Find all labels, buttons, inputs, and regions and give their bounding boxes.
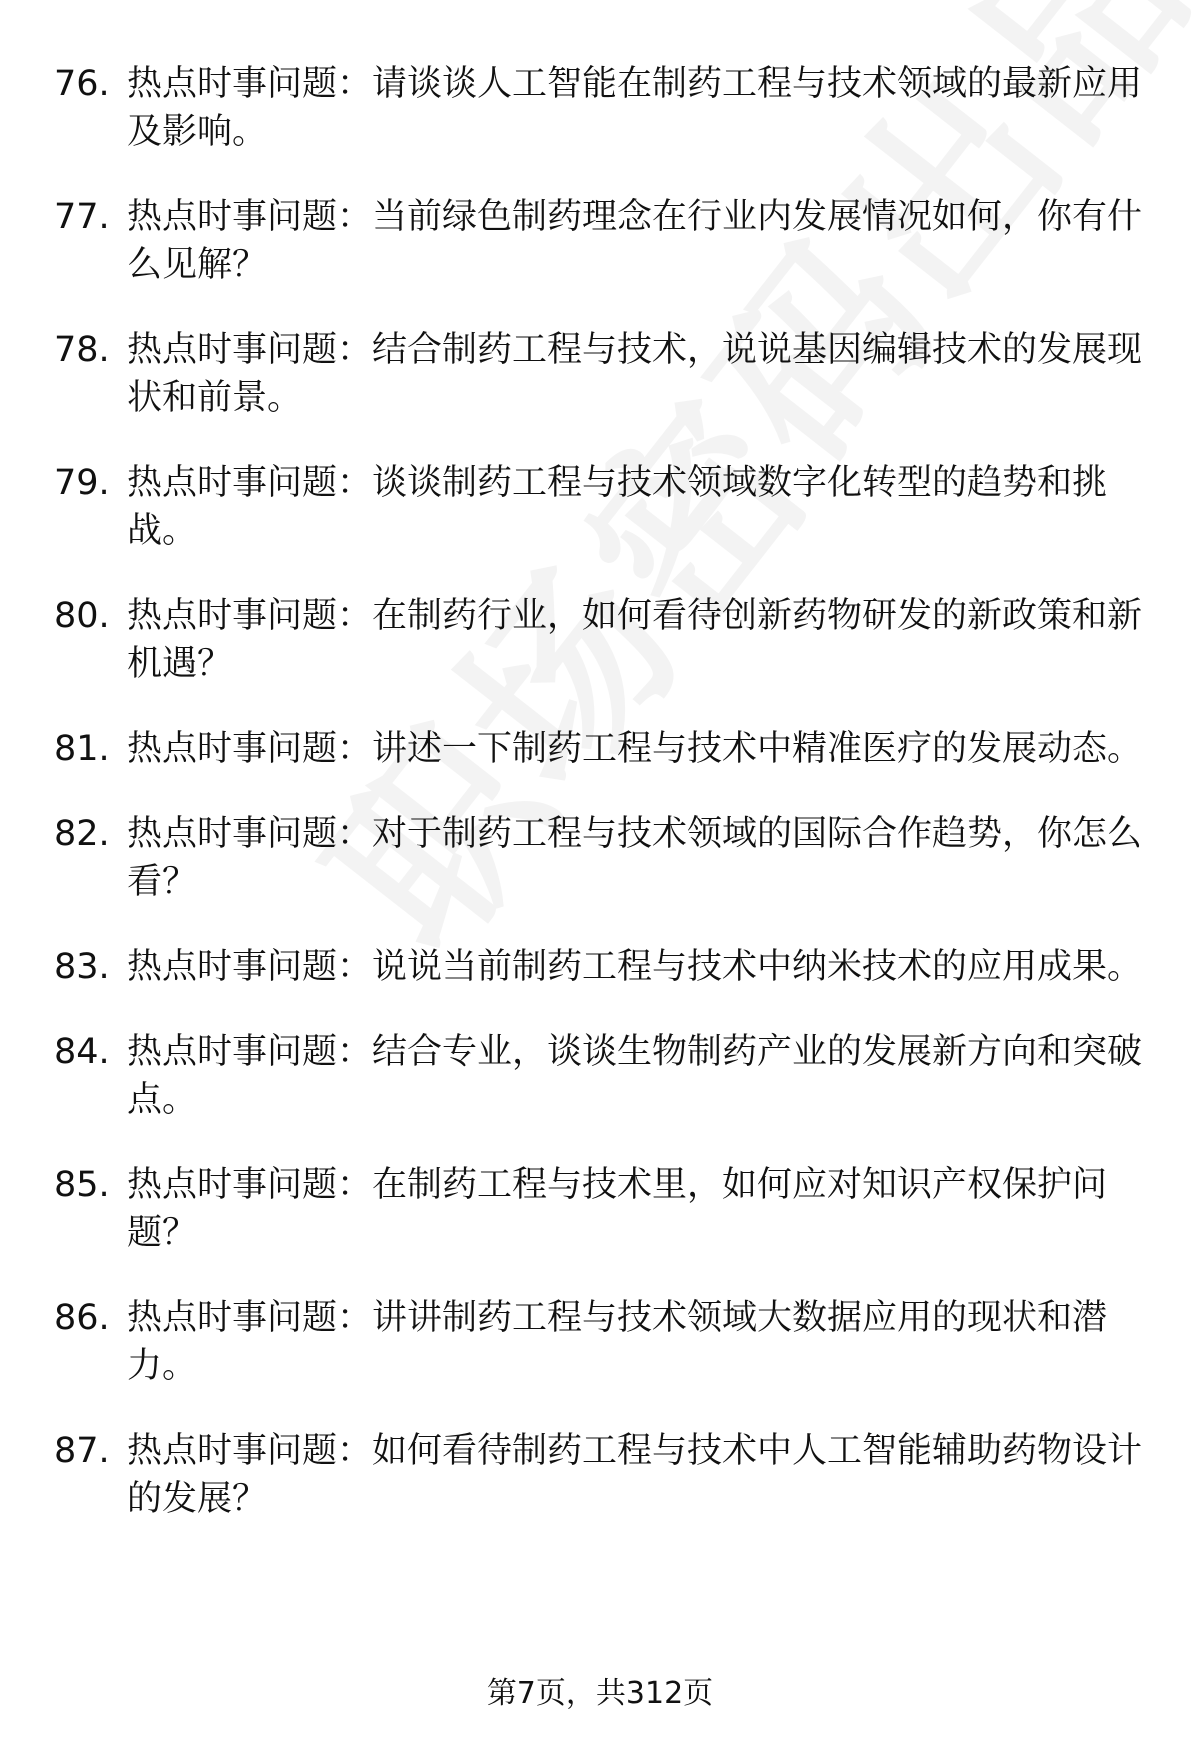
question-number: 80. [54,596,110,636]
question-item [0,725,1200,773]
question-text: 热点时事问题：当前绿色制药理念在行业内发展情况如何，你有什么见解？ [127,197,1143,285]
question-text: 热点时事问题：对于制药工程与技术领域的国际合作趋势，你怎么看？ [127,814,1143,902]
question-item [0,1427,1200,1523]
question-item [0,326,1200,422]
question-text: 热点时事问题：在制药工程与技术里，如何应对知识产权保护问题？ [127,1165,1108,1253]
question-number: 86. [54,1298,110,1338]
question-number: 82. [54,814,110,854]
question-item [0,943,1200,991]
question-text: 热点时事问题：请谈谈人工智能在制药工程与技术领域的最新应用及影响。 [127,64,1143,152]
question-text: 热点时事问题：在制药行业，如何看待创新药物研发的新政策和新机遇？ [127,596,1143,684]
question-number: 79. [54,463,110,503]
question-text: 热点时事问题：谈谈制药工程与技术领域数字化转型的趋势和挑战。 [127,463,1108,551]
page-footer: 第7页，共312页 [486,1676,714,1711]
question-text: 热点时事问题：结合制药工程与技术，说说基因编辑技术的发展现状和前景。 [127,330,1143,418]
question-text: 热点时事问题：说说当前制药工程与技术中纳米技术的应用成果。 [127,947,1143,987]
question-item [0,592,1200,688]
question-item [0,1161,1200,1257]
question-item [0,810,1200,906]
question-number: 76. [54,64,110,104]
question-number: 83. [54,947,110,987]
question-item [0,60,1200,156]
question-number: 78. [54,330,110,370]
question-item [0,1294,1200,1390]
question-number: 84. [54,1032,110,1072]
question-text: 热点时事问题：讲述一下制药工程与技术中精准医疗的发展动态。 [127,729,1143,769]
question-number: 77. [54,197,110,237]
question-number: 87. [54,1431,110,1471]
question-item [0,459,1200,555]
question-text: 热点时事问题：讲讲制药工程与技术领域大数据应用的现状和潜力。 [127,1298,1108,1386]
question-text: 热点时事问题：结合专业，谈谈生物制药产业的发展新方向和突破点。 [127,1032,1143,1120]
question-list [0,60,1200,1560]
question-item [0,193,1200,289]
question-number: 81. [54,729,110,769]
question-item [0,1028,1200,1124]
question-number: 85. [54,1165,110,1205]
question-text: 热点时事问题：如何看待制药工程与技术中人工智能辅助药物设计的发展？ [127,1431,1143,1519]
